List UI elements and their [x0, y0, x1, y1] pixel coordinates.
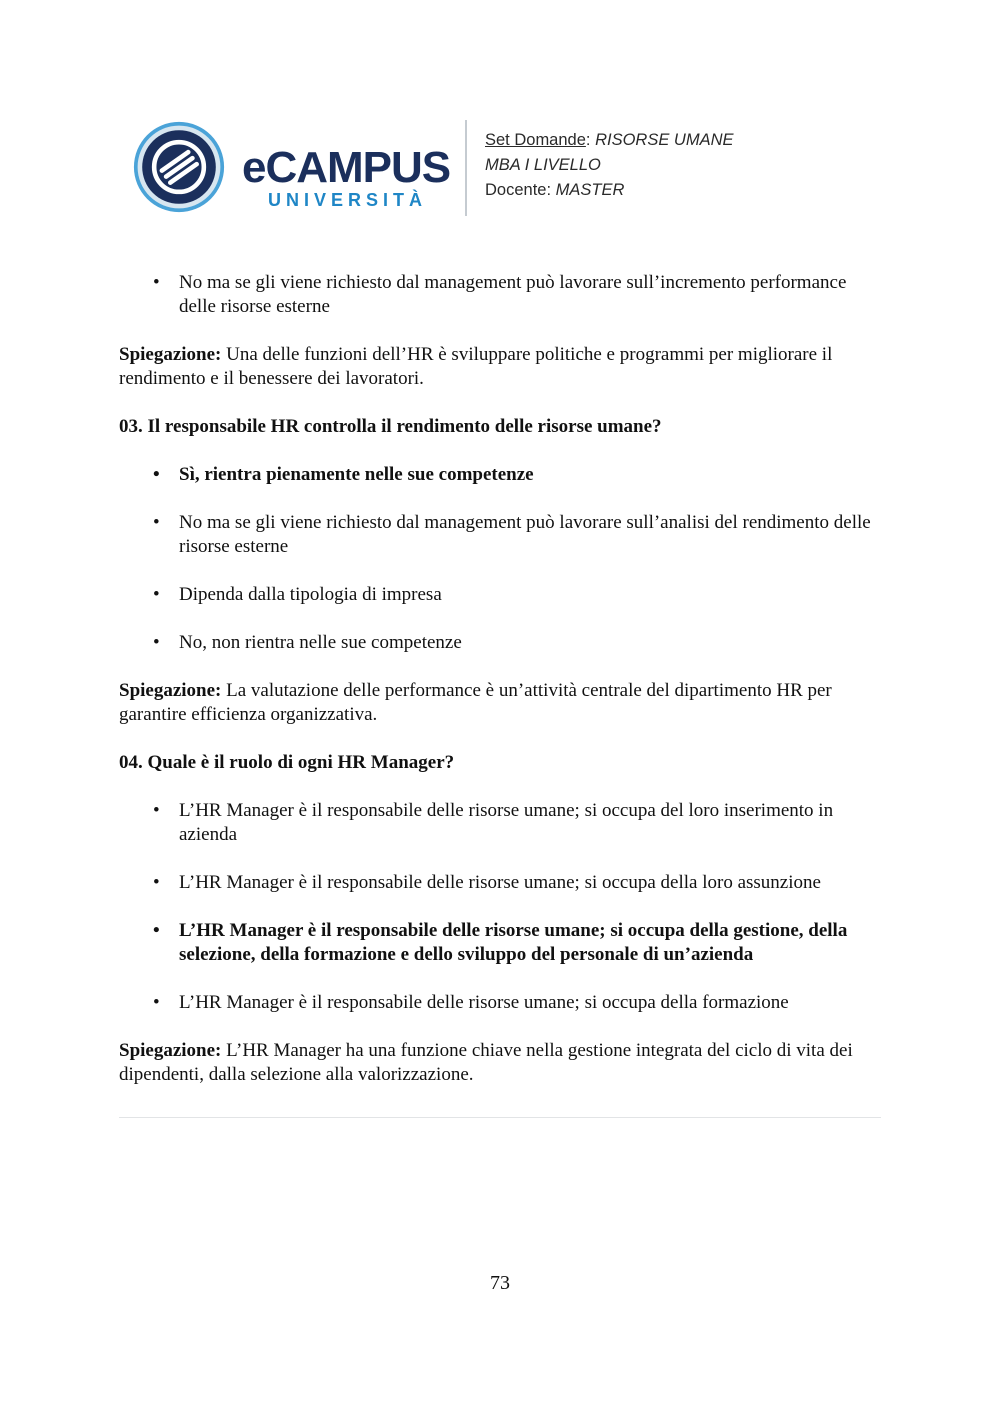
answer-option: • No ma se gli viene richiesto dal management può lavorare sull’incremento performance delle risorse esterne	[119, 271, 881, 319]
question-title: 04. Quale è il ruolo di ogni HR Manager?	[119, 752, 455, 773]
options-list	[119, 799, 881, 1015]
header-level-line	[485, 153, 734, 178]
answer-option-correct: • L’HR Manager è il responsabile delle risorse umane; si occupa della gestione, della selezione, della formazione e dello sviluppo del personale di un’azienda	[119, 919, 881, 967]
header-set-line: Set Domande: RISORSE UMANE	[485, 131, 734, 149]
explanation-label: Spiegazione:	[119, 680, 222, 701]
answer-option: • L’HR Manager è il responsabile delle risorse umane; si occupa della formazione	[119, 991, 881, 1015]
page-content	[119, 271, 881, 1111]
page-header	[130, 118, 770, 218]
logo-sub-text: UNIVERSITÀ	[268, 190, 428, 210]
explanation-paragraph	[119, 679, 881, 727]
set-value: RISORSE UMANE	[595, 131, 734, 149]
explanation-text: Una delle funzioni dell’HR è sviluppare politiche e programmi per migliorare il rendimento e il benessere dei lavoratori.	[119, 344, 833, 389]
options-list	[119, 463, 881, 655]
question-title: 03. Il responsabile HR controlla il rendimento delle risorse umane?	[119, 416, 662, 437]
explanation-paragraph	[119, 343, 881, 391]
explanation-label: Spiegazione:	[119, 1040, 222, 1061]
footer-divider	[119, 1117, 881, 1118]
answer-option: • No ma se gli viene richiesto dal management può lavorare sull’analisi del rendimento delle risorse esterne	[119, 511, 881, 559]
explanation-text: L’HR Manager ha una funzione chiave nella gestione integrata del ciclo di vita dei dipendenti, dalla selezione alla valorizzazione.	[119, 1040, 853, 1085]
explanation-paragraph	[119, 1039, 881, 1087]
ecampus-wordmark	[242, 128, 467, 214]
explanation-text: La valutazione delle performance è un’attività centrale del dipartimento HR per garantire efficienza organizzativa.	[119, 680, 832, 725]
answer-option: • L’HR Manager è il responsabile delle risorse umane; si occupa della loro assunzione	[119, 871, 881, 895]
set-label: Set Domande	[485, 131, 586, 149]
explanation-label: Spiegazione:	[119, 344, 222, 365]
page-number: 73	[490, 1272, 510, 1294]
header-divider	[465, 120, 467, 216]
prev-options-list	[119, 271, 881, 319]
answer-option: • Dipenda dalla tipologia di impresa	[119, 583, 881, 607]
answer-option: • No, non rientra nelle sue competenze	[119, 631, 881, 655]
docente-value: MASTER	[555, 181, 625, 199]
answer-option-correct: • Sì, rientra pienamente nelle sue competenze	[119, 463, 881, 487]
header-docente-line	[485, 178, 734, 203]
logo-main-text: eCAMPUS	[242, 143, 451, 192]
level-value: MBA I LIVELLO	[485, 156, 601, 174]
docente-label: Docente:	[485, 181, 552, 199]
ecampus-seal-logo-icon	[133, 121, 225, 213]
header-info	[485, 128, 734, 203]
answer-option: • L’HR Manager è il responsabile delle risorse umane; si occupa del loro inserimento in azienda	[119, 799, 881, 847]
